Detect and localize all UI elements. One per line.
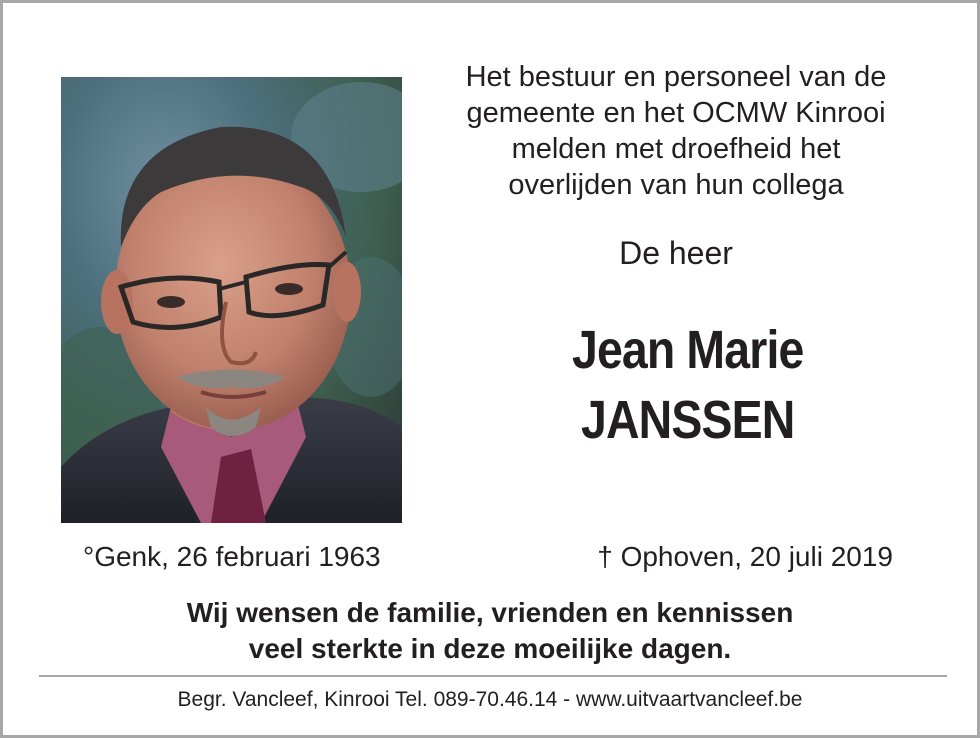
birth-info: °Genk, 26 februari 1963 bbox=[83, 541, 381, 572]
announcement-line: overlijden van hun collega bbox=[508, 169, 844, 201]
condolence-message bbox=[3, 595, 977, 667]
announcement-line: Het bestuur en personeel van de bbox=[465, 61, 887, 93]
condolence-line: veel sterkte in deze moeilijke dagen. bbox=[248, 633, 732, 664]
last-name: JANSSEN bbox=[581, 390, 795, 450]
salutation: De heer bbox=[619, 235, 733, 271]
portrait-image bbox=[61, 77, 402, 523]
announcement-line: gemeente en het OCMW Kinrooi bbox=[466, 97, 886, 129]
first-name: Jean Marie bbox=[571, 320, 804, 380]
condolence-line: Wij wensen de familie, vrienden en kennissen bbox=[186, 597, 794, 628]
funeral-home-footer: Begr. Vancleef, Kinrooi Tel. 089-70.46.14 - www.uitvaartvancleef.be bbox=[177, 688, 803, 711]
death-info: † Ophoven, 20 juli 2019 bbox=[597, 541, 893, 572]
announcement-line: melden met droefheid het bbox=[511, 133, 841, 165]
divider bbox=[39, 675, 947, 677]
announcement-text bbox=[423, 59, 929, 203]
deceased-name bbox=[460, 315, 916, 455]
portrait-photo bbox=[61, 77, 402, 523]
